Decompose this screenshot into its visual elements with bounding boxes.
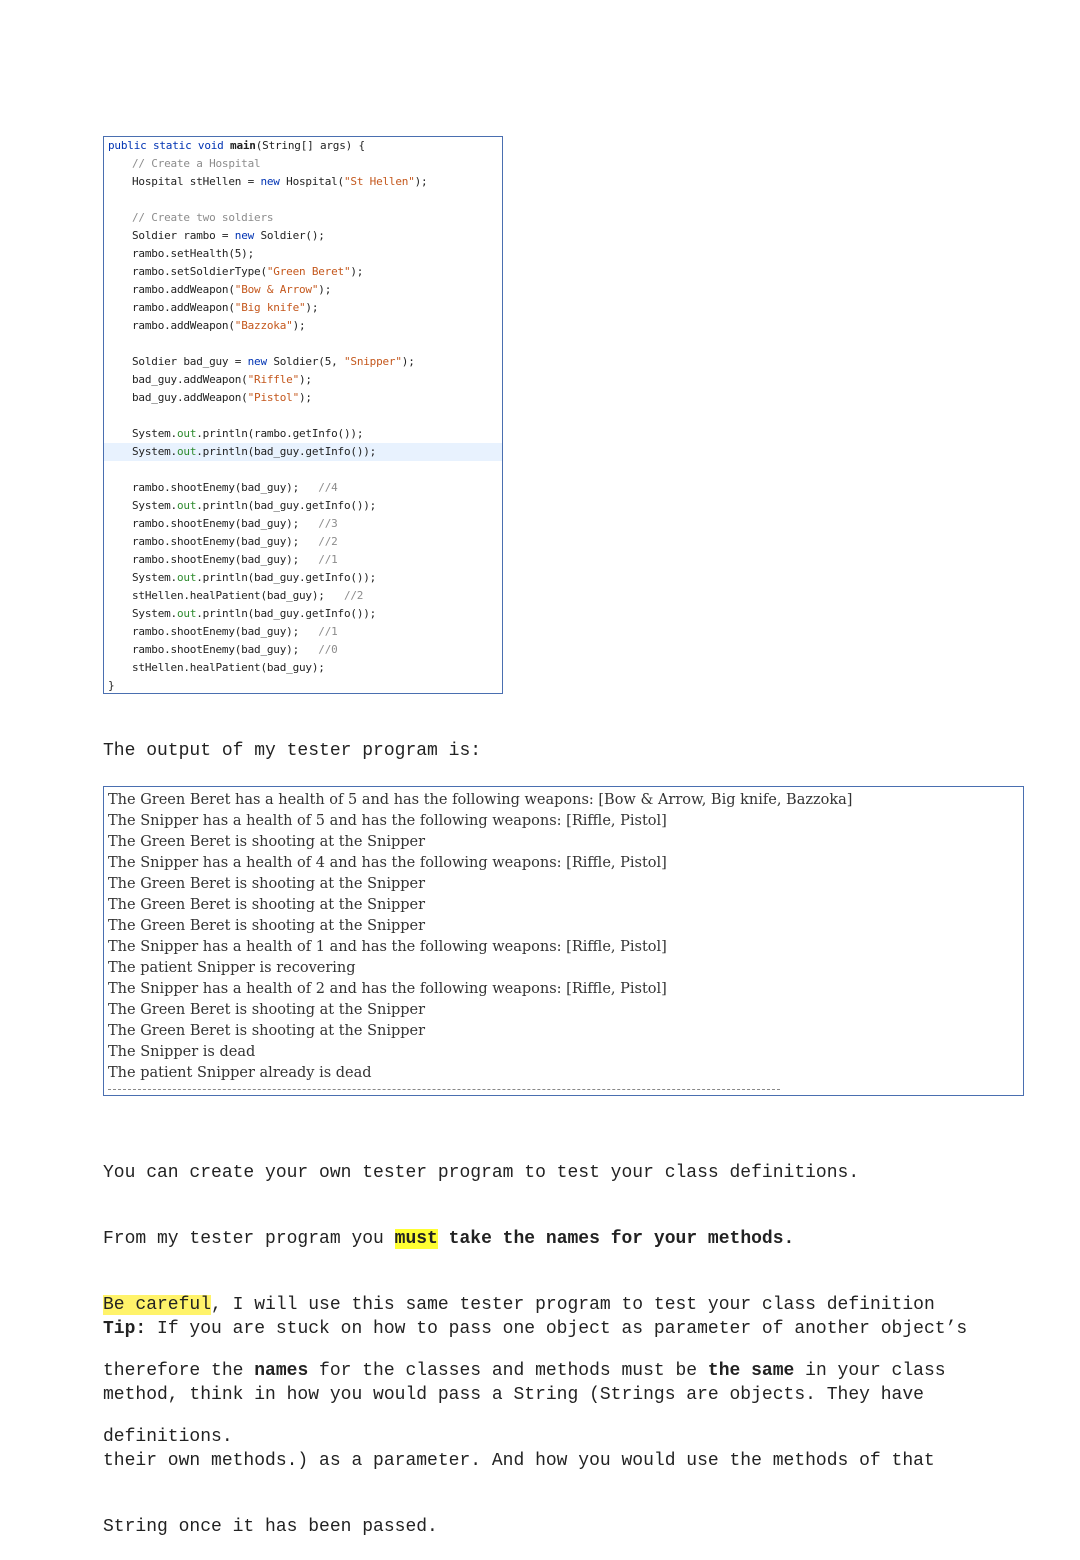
tip-line-3: their own methods.) as a parameter. And how you would use the methods of that (103, 1451, 935, 1471)
output-line: The Green Beret is shooting at the Snipper (108, 1002, 426, 1018)
code-line (104, 461, 502, 479)
code-token: Hospital( (286, 175, 344, 188)
output-line: The Green Beret is shooting at the Snipper (108, 918, 426, 934)
output-line: The Snipper has a health of 1 and has the following weapons: [Riffle, Pistol] (108, 939, 667, 955)
code-token: new (234, 229, 261, 242)
code-token: rambo.addWeapon( (132, 301, 235, 314)
code-line (104, 173, 502, 191)
instructions-line-5: definitions. (103, 1427, 233, 1447)
code-token: "St Hellen" (343, 175, 415, 188)
output-line: The Green Beret is shooting at the Snipper (108, 897, 426, 913)
code-token: stHellen.healPatient(bad_guy); (132, 589, 344, 602)
code-token: Soldier bad_guy = (132, 355, 248, 368)
code-token: bad_guy.addWeapon( (132, 391, 248, 404)
code-token: ); (305, 301, 319, 314)
output-line: The patient Snipper is recovering (108, 960, 356, 976)
code-token: new (247, 355, 274, 368)
code-token: rambo.shootEnemy(bad_guy); (132, 481, 319, 494)
code-line (104, 353, 502, 371)
code-token: main (230, 139, 256, 152)
instructions-line-4: therefore the names for the classes and methods must be the same in your class (103, 1361, 946, 1381)
code-token: public static void (108, 139, 231, 152)
code-listing (103, 136, 503, 694)
code-line (104, 299, 502, 317)
code-line (104, 425, 502, 443)
code-token: bad_guy.addWeapon( (132, 373, 248, 386)
code-line (104, 407, 502, 425)
code-line (104, 245, 502, 263)
code-token: ); (299, 373, 312, 386)
code-line (104, 389, 502, 407)
code-token: Soldier(); (260, 229, 325, 242)
code-token: "Snipper" (343, 355, 402, 368)
code-token: System. (132, 571, 177, 584)
code-token: ); (414, 175, 428, 188)
code-token: rambo.shootEnemy(bad_guy); (132, 643, 319, 656)
code-line (104, 479, 502, 497)
code-line (104, 587, 502, 605)
code-token: rambo.addWeapon( (132, 283, 235, 296)
code-line (104, 371, 502, 389)
code-line (104, 137, 502, 155)
code-token: out (176, 571, 197, 584)
code-token: Hospital stHellen = (132, 175, 261, 188)
code-line (104, 191, 502, 209)
code-line (104, 569, 502, 587)
code-token: out (176, 445, 197, 458)
code-token: .println(bad_guy.getInfo()); (196, 499, 377, 512)
code-token: rambo.shootEnemy(bad_guy); (132, 517, 319, 530)
names-emphasis: names (254, 1361, 309, 1381)
code-line (104, 641, 502, 659)
code-token: //1 (318, 553, 338, 566)
code-token: // Create a Hospital (132, 157, 261, 170)
code-token: .println(bad_guy.getInfo()); (196, 607, 377, 620)
code-line (104, 263, 502, 281)
code-line (104, 209, 502, 227)
code-token: rambo.shootEnemy(bad_guy); (132, 535, 319, 548)
output-line: The Snipper is dead (108, 1044, 256, 1060)
instructions-line-2: From my tester program you must take the names for your methods. (103, 1229, 795, 1249)
tip-line-2: method, think in how you would pass a String (Strings are objects. They have (103, 1385, 924, 1405)
code-line (104, 317, 502, 335)
code-line (104, 497, 502, 515)
code-token: rambo.shootEnemy(bad_guy); (132, 553, 319, 566)
output-line: The Snipper has a health of 2 and has the following weapons: [Riffle, Pistol] (108, 981, 667, 997)
code-token: rambo.setSoldierType( (132, 265, 267, 278)
code-token: .println(bad_guy.getInfo()); (196, 445, 377, 458)
code-token: ); (299, 391, 312, 404)
code-token: out (176, 499, 197, 512)
code-token: (String[] args) { (255, 139, 365, 152)
code-token: ); (401, 355, 415, 368)
code-token: "Bazzoka" (234, 319, 293, 332)
code-token: System. (132, 445, 177, 458)
code-token: ); (350, 265, 364, 278)
code-line (104, 227, 502, 245)
tip-line-1: Tip: If you are stuck on how to pass one object as parameter of another object’s (103, 1319, 968, 1339)
code-token: .println(rambo.getInfo()); (196, 427, 364, 440)
output-line: The Green Beret has a health of 5 and has the following weapons: [Bow & Arrow, Big knife, Bazzoka] (108, 792, 853, 808)
code-token: Soldier(5, (273, 355, 344, 368)
code-line (104, 605, 502, 623)
be-careful-highlight: Be careful (103, 1295, 212, 1315)
code-token: "Riffle" (247, 373, 299, 386)
code-line (104, 281, 502, 299)
dashed-divider (108, 1089, 780, 1090)
code-token: .println(bad_guy.getInfo()); (196, 571, 377, 584)
code-line (104, 533, 502, 551)
output-line: The Green Beret is shooting at the Snipper (108, 834, 426, 850)
code-token: "Bow & Arrow" (234, 283, 319, 296)
output-line: The Green Beret is shooting at the Snipper (108, 1023, 426, 1039)
code-line (104, 515, 502, 533)
code-token: //0 (318, 643, 338, 656)
code-token: Soldier rambo = (132, 229, 235, 242)
code-token: out (176, 607, 197, 620)
code-token: "Big knife" (234, 301, 306, 314)
code-token: out (176, 427, 197, 440)
code-line (104, 335, 502, 353)
instructions-line-1: You can create your own tester program to test your class definitions. (103, 1163, 860, 1183)
code-line (104, 551, 502, 569)
code-token: ); (292, 319, 306, 332)
must-emphasis: must (394, 1229, 438, 1249)
output-heading: The output of my tester program is: (103, 741, 482, 761)
tip-label: Tip: (103, 1319, 147, 1339)
code-line (104, 443, 502, 461)
method-names-emphasis: take the names for your methods. (437, 1229, 795, 1249)
code-token: //1 (318, 625, 338, 638)
code-token: "Pistol" (247, 391, 299, 404)
code-token: System. (132, 499, 177, 512)
code-token: "Green Beret" (266, 265, 351, 278)
output-line: The Snipper has a health of 4 and has the following weapons: [Riffle, Pistol] (108, 855, 667, 871)
output-line: The Green Beret is shooting at the Snipper (108, 876, 426, 892)
code-token: rambo.addWeapon( (132, 319, 235, 332)
code-token: // Create two soldiers (132, 211, 274, 224)
code-token: //4 (318, 481, 338, 494)
code-line (104, 677, 502, 695)
code-token: rambo.shootEnemy(bad_guy); (132, 625, 319, 638)
code-token: rambo.setHealth(5); (132, 247, 255, 260)
code-token: System. (132, 427, 177, 440)
code-token: stHellen.healPatient(bad_guy); (132, 661, 325, 674)
code-line (104, 659, 502, 677)
tip-line-4: String once it has been passed. (103, 1517, 438, 1537)
program-output (103, 786, 1024, 1096)
code-token: } (108, 679, 115, 692)
code-token: //3 (318, 517, 338, 530)
code-token: new (260, 175, 287, 188)
output-line: The Snipper has a health of 5 and has the following weapons: [Riffle, Pistol] (108, 813, 667, 829)
output-line: The patient Snipper already is dead (108, 1065, 372, 1081)
same-emphasis: the same (707, 1361, 795, 1381)
code-token: System. (132, 607, 177, 620)
code-token: //2 (318, 535, 338, 548)
code-line (104, 155, 502, 173)
code-token: ); (318, 283, 332, 296)
code-token: //2 (343, 589, 364, 602)
tip-paragraph (103, 1274, 1033, 1560)
instructions-line-3: Be careful, I will use this same tester program to test your class definition (103, 1295, 935, 1315)
code-line (104, 623, 502, 641)
